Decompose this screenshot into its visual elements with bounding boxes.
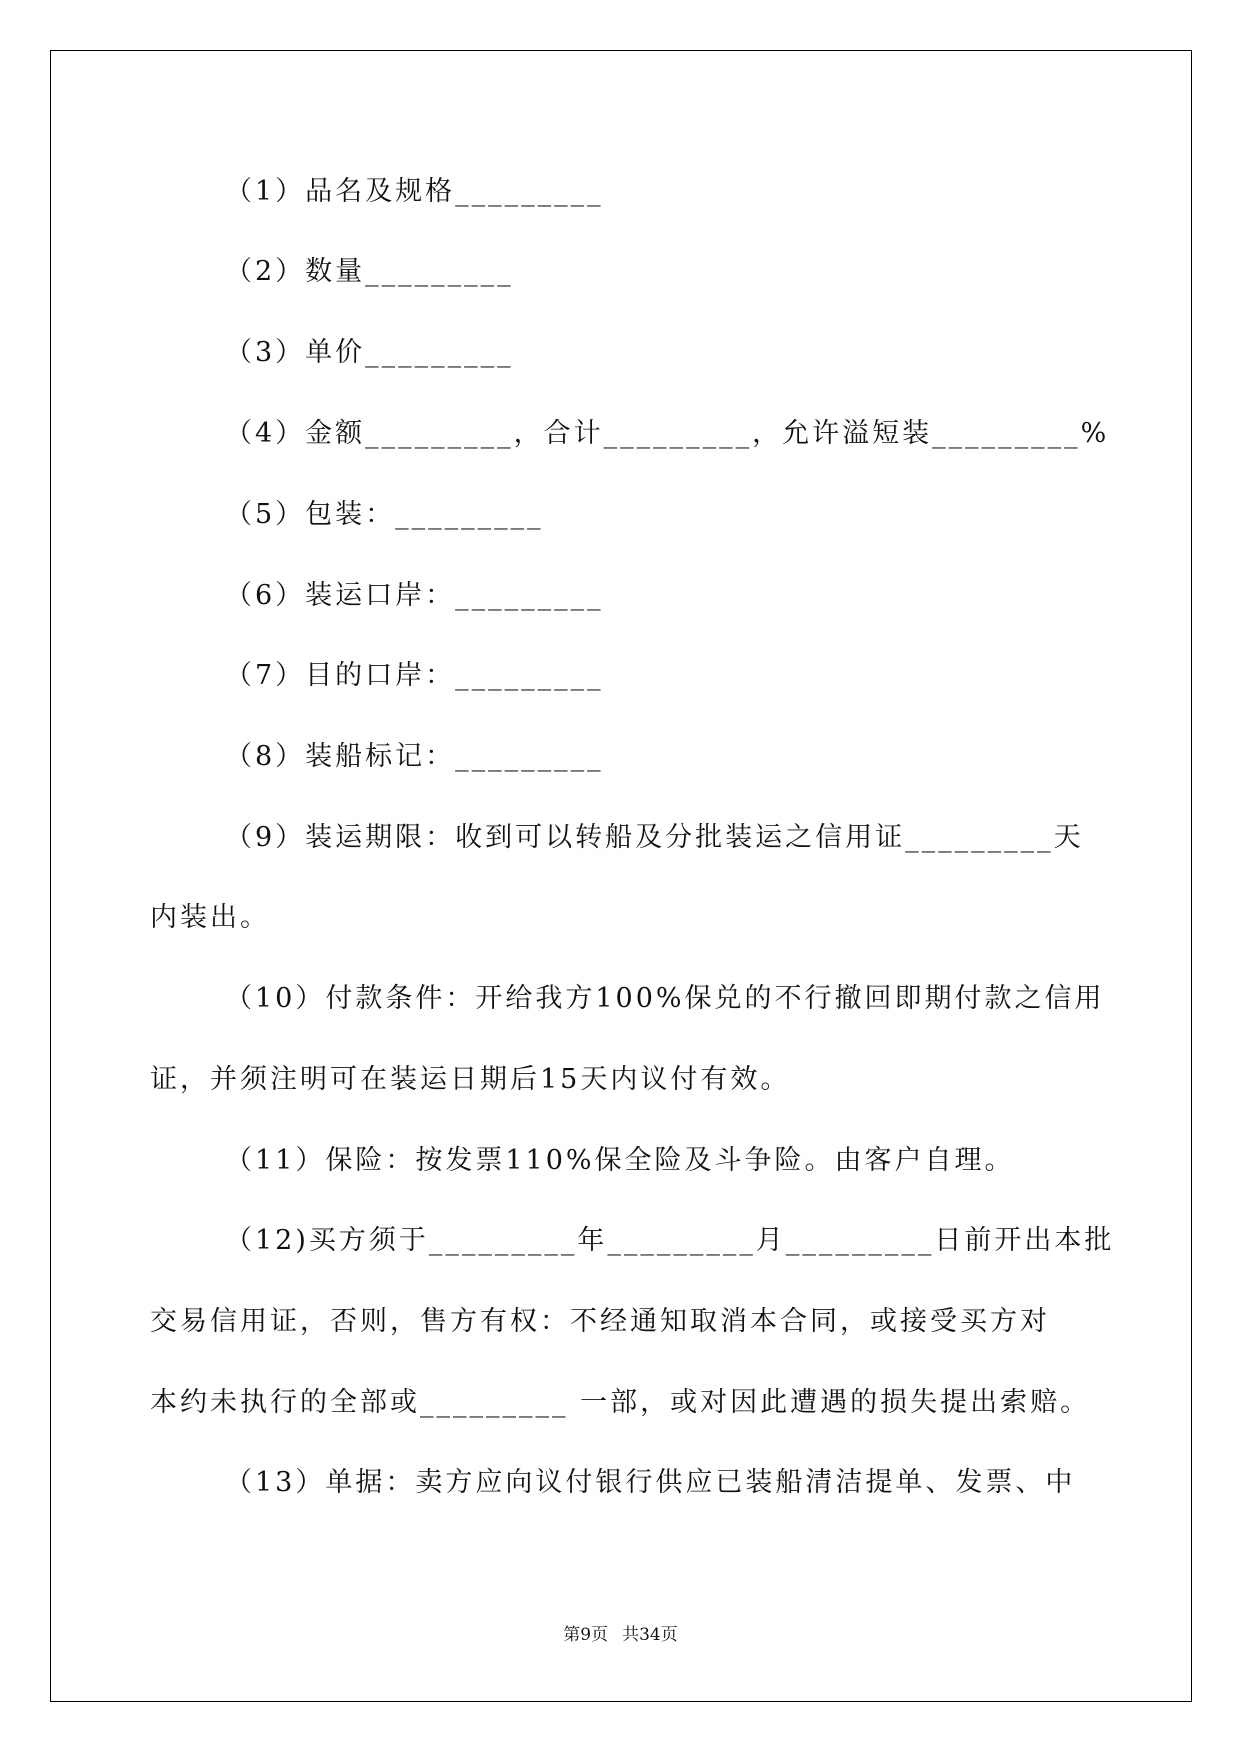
contract-line-4: （4）金额_________，合计_________，允许溢短装_________% — [225, 418, 1110, 449]
contract-line-11: （11）保险：按发票110%保全险及斗争险。由客户自理。 — [225, 1145, 1015, 1176]
contract-line-12: （12)买方须于_________年_________月_________日前开出本批 — [225, 1225, 1115, 1256]
contract-line-3: （3）单价_________ — [225, 337, 514, 368]
contract-line-13: （13）单据：卖方应向议付银行供应已装船清洁提单、发票、中 — [225, 1467, 1076, 1498]
contract-line-10: （10）付款条件：开给我方100%保兑的不行撤回即期付款之信用 — [225, 983, 1105, 1014]
contract-line-7: （7）目的口岸：_________ — [225, 660, 604, 691]
contract-line-5: （5）包装：_________ — [225, 499, 544, 530]
contract-line-2: （2）数量_________ — [225, 256, 514, 287]
contract-line-1: （1）品名及规格_________ — [225, 176, 604, 207]
page-total: 共34页 — [622, 1625, 678, 1645]
contract-line-12-cont-1: 交易信用证，否则，售方有权：不经通知取消本合同，或接受买方对 — [150, 1306, 1050, 1337]
contract-line-9: （9）装运期限：收到可以转船及分批装运之信用证_________天 — [225, 822, 1084, 853]
contract-line-6: （6）装运口岸：_________ — [225, 580, 604, 611]
contract-line-10-cont: 证，并须注明可在装运日期后15天内议付有效。 — [150, 1064, 791, 1095]
page-number: 第9页 — [563, 1625, 609, 1645]
contract-line-8: （8）装船标记：_________ — [225, 741, 604, 772]
page-frame — [50, 50, 1192, 1702]
contract-line-9-cont: 内装出。 — [150, 902, 270, 933]
contract-line-12-cont-2: 本约未执行的全部或_________ 一部，或对因此遭遇的损失提出索赔。 — [150, 1387, 1091, 1418]
page-footer — [0, 1620, 1241, 1645]
